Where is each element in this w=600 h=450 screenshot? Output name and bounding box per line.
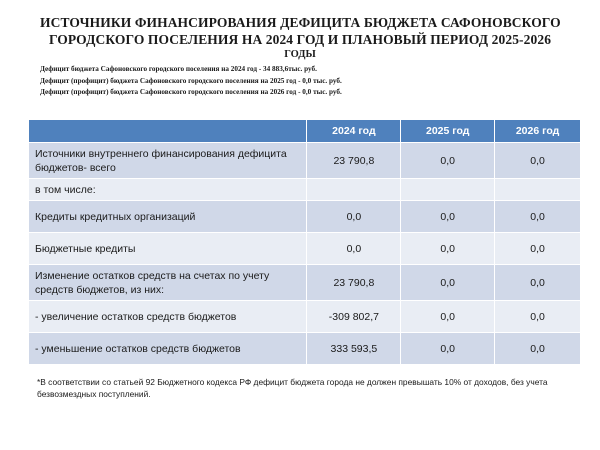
value-2026 bbox=[495, 179, 581, 201]
value-2024 bbox=[307, 179, 401, 201]
value-2026: 0,0 bbox=[495, 143, 581, 179]
row-label: Бюджетные кредиты bbox=[29, 233, 307, 265]
table-row bbox=[29, 143, 581, 179]
table-row bbox=[29, 201, 581, 233]
table-row bbox=[29, 333, 581, 365]
value-2025: 0,0 bbox=[401, 233, 495, 265]
value-2024: 0,0 bbox=[307, 233, 401, 265]
value-2025: 0,0 bbox=[401, 333, 495, 365]
value-2024: 23 790,8 bbox=[307, 143, 401, 179]
row-label: - уменьшение остатков средств бюджетов bbox=[29, 333, 307, 365]
header-2024: 2024 год bbox=[307, 120, 401, 143]
header-2025: 2025 год bbox=[401, 120, 495, 143]
deficit-note-2024: Дефицит бюджета Сафоновского городского поселения на 2024 год - 34 883,6тыс. руб. bbox=[40, 65, 317, 73]
table-row bbox=[29, 233, 581, 265]
row-label: Изменение остатков средств на счетах по учету средств бюджетов, из них: bbox=[29, 265, 307, 301]
value-2026: 0,0 bbox=[495, 333, 581, 365]
row-label: в том числе: bbox=[29, 179, 307, 201]
table-row bbox=[29, 301, 581, 333]
table-row bbox=[29, 265, 581, 301]
page-title bbox=[40, 14, 560, 48]
row-label: Кредиты кредитных организаций bbox=[29, 201, 307, 233]
value-2026: 0,0 bbox=[495, 233, 581, 265]
value-2025: 0,0 bbox=[401, 301, 495, 333]
title-line-2: ГОРОДСКОГО ПОСЕЛЕНИЯ НА 2024 ГОД И ПЛАНОВЫЙ ПЕРИОД 2025-2026 bbox=[48, 32, 552, 47]
value-2025: 0,0 bbox=[401, 201, 495, 233]
value-2024: -309 802,7 bbox=[307, 301, 401, 333]
header-2026: 2026 год bbox=[495, 120, 581, 143]
value-2026: 0,0 bbox=[495, 201, 581, 233]
row-label: Источники внутреннего финансирования дефицита бюджетов- всего bbox=[29, 143, 307, 179]
value-2026: 0,0 bbox=[495, 265, 581, 301]
financing-sources-table bbox=[28, 119, 581, 365]
value-2025: 0,0 bbox=[401, 265, 495, 301]
deficit-note-2026: Дефицит (профицит) бюджета Сафоновского городского поселения на 2026 год - 0,0 тыс. руб. bbox=[40, 88, 342, 96]
value-2025: 0,0 bbox=[401, 143, 495, 179]
value-2025 bbox=[401, 179, 495, 201]
row-label: - увеличение остатков средств бюджетов bbox=[29, 301, 307, 333]
table-header-row bbox=[29, 120, 581, 143]
table-row bbox=[29, 179, 581, 201]
header-label-cell bbox=[29, 120, 307, 143]
value-2024: 333 593,5 bbox=[307, 333, 401, 365]
value-2026: 0,0 bbox=[495, 301, 581, 333]
deficit-note-2025: Дефицит (профицит) бюджета Сафоновского городского поселения на 2025 год - 0,0 тыс. руб. bbox=[40, 76, 342, 85]
title-line-3: ГОДЫ bbox=[284, 49, 316, 60]
title-line-1: ИСТОЧНИКИ ФИНАНСИРОВАНИЯ ДЕФИЦИТА БЮДЖЕТА САФОНОВСКОГО bbox=[40, 15, 561, 30]
deficit-notes bbox=[40, 64, 560, 99]
value-2024: 23 790,8 bbox=[307, 265, 401, 301]
value-2024: 0,0 bbox=[307, 201, 401, 233]
footnote: *В соответствии со статьей 92 Бюджетного кодекса РФ дефицит бюджета города не должен превышать 10% от доходов, без учета безвозмездных поступлений. bbox=[37, 377, 548, 399]
